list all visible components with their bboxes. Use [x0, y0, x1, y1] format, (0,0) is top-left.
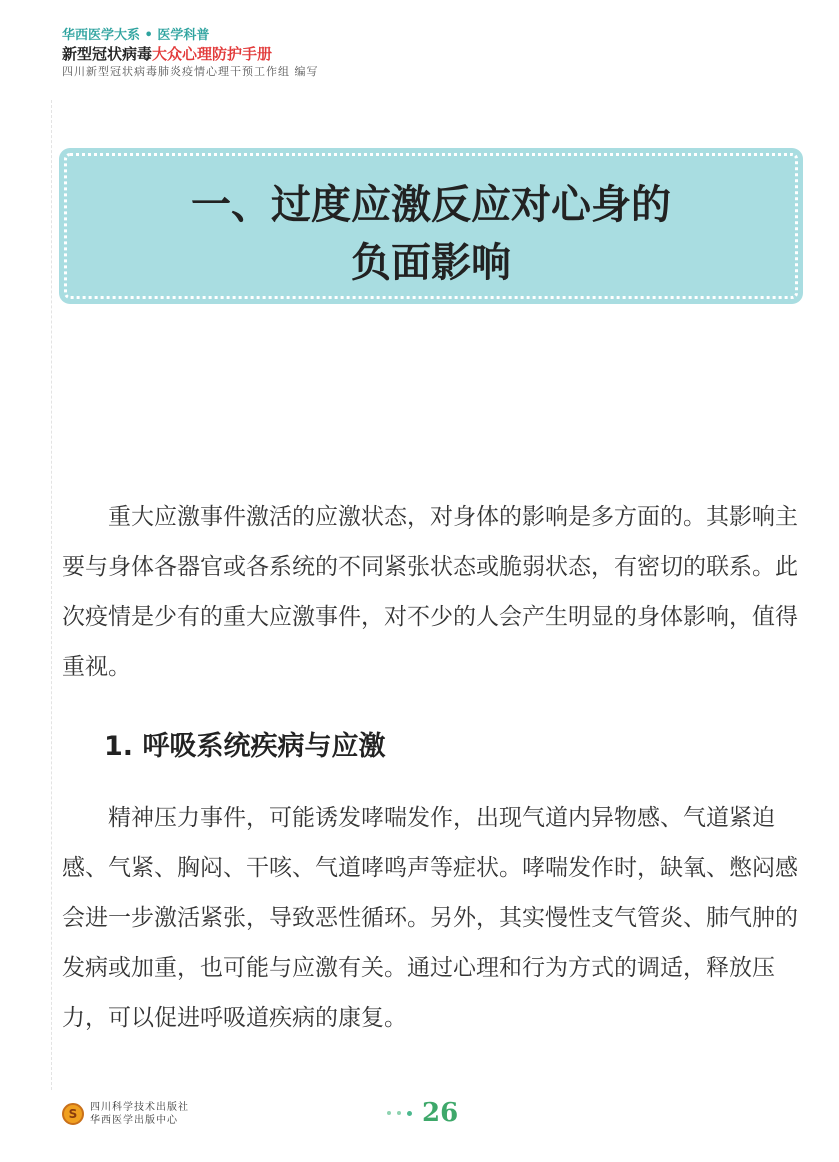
series-name: 华西医学大系 • 医学科普 [62, 28, 210, 43]
dot-icon [387, 1111, 391, 1115]
section-heading: 1. 呼吸系统疾病与应激 [104, 731, 386, 762]
page-number-block [387, 1098, 458, 1128]
chapter-title-line2: 负面影响 [351, 240, 511, 286]
chapter-banner [64, 153, 798, 299]
publisher-logo-icon: S [62, 1103, 84, 1125]
chapter-title [67, 176, 795, 292]
publisher-block [62, 1101, 189, 1127]
author-line: 四川新型冠状病毒肺炎疫情心理干预工作组 编写 [62, 65, 319, 78]
publisher-line-2: 华西医学出版中心 [90, 1115, 178, 1126]
book-title-main: 新型冠状病毒 [62, 45, 153, 63]
publisher-line-1: 四川科学技术出版社 [90, 1102, 189, 1113]
book-title-accent: 大众心理防护手册 [152, 45, 273, 63]
margin-divider [51, 100, 52, 1090]
page-header [62, 28, 319, 80]
body-paragraph-1: 重大应激事件激活的应激状态，对身体的影响是多方面的。其影响主要与身体各器官或各系统的不同紧张状态或脆弱状态，有密切的联系。此次疫情是少有的重大应激事件，对不少的人会产生明显的身体影响，值得重视。 [62, 504, 798, 680]
body-paragraph-2: 精神压力事件，可能诱发哮喘发作，出现气道内异物感、气道紧迫感、气紧、胸闷、干咳、气道哮鸣声等症状。哮喘发作时，缺氧、憋闷感会进一步激活紧张，导致恶性循环。另外，其实慢性支气管炎、肺气肿的发病或加重，也可能与应激有关。通过心理和行为方式的调适，释放压力，可以促进呼吸道疾病的康复。 [62, 805, 798, 1031]
dot-icon [407, 1111, 412, 1116]
dot-icon [397, 1111, 401, 1115]
chapter-title-line1: 一、过度应激反应对心身的 [191, 182, 671, 228]
publisher-names [90, 1101, 189, 1127]
book-title [62, 44, 319, 64]
page-number: 26 [422, 1098, 459, 1128]
